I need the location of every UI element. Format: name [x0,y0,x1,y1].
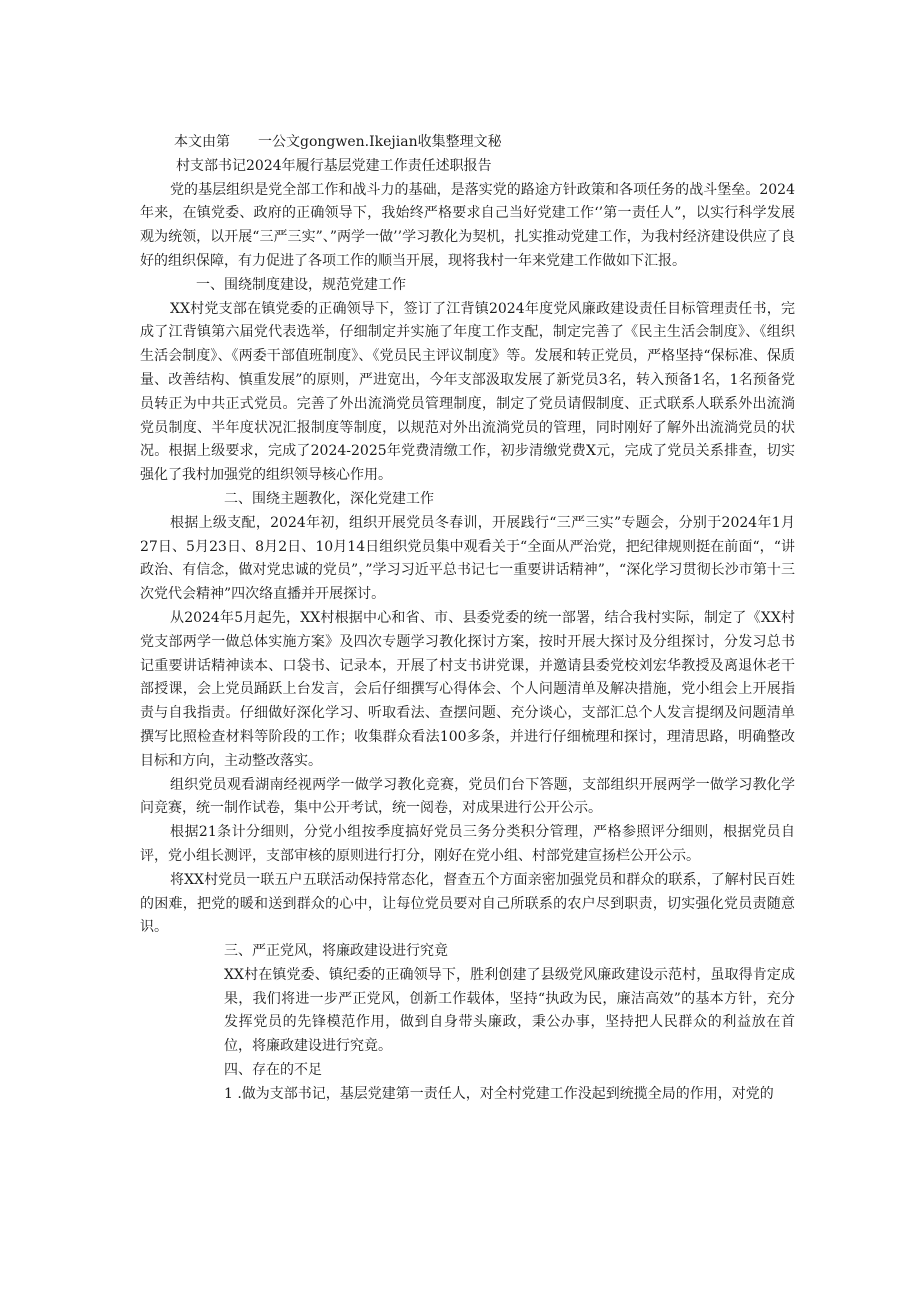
intro-paragraph: 党的基层组织是党全部工作和战斗力的基础，是落实党的路途方针政策和各项任务的战斗堡垒。2024年来，在镇党委、政府的正确领导下，我始终严格要求自己当好党建工作‘’第一责任人”，以实行科学发展观为统领，以开展“三严三实”、”两学一做’’学习教化为契机，扎实推动党建工作，为我村经济建设供应了良好的组织保障，有力促进了各项工作的顺当开展，现将我村一年来党建工作做如下汇报。 [140,181,795,269]
section-2-paragraph-3: 组织党员观看湖南经视两学一做学习教化竞赛，党员们台下答题，支部组织开展两学一做学习教化学问竞赛，统一制作试卷，集中公开考试，统一阅卷，对成果进行公开公示。 [140,776,795,817]
document-body [140,131,795,1107]
section-3-paragraph: XX村在镇党委、镇纪委的正确领导下，胜利创建了县级党风廉政建设示范村，虽取得肯定成果，我们将进一步严正党风，创新工作载体，坚持“执政为民，廉洁高效”的基本方针，充分发挥党员的先锋模范作用，做到自身带头廉政，秉公办事，坚持把人民群众的利益放在首位，将廉政建设进行究竟。 [224,966,795,1055]
section-1-paragraph: XX村党支部在镇党委的正确领导下，签订了江背镇2024年度党风廉政建设责任目标管理责任书，完成了江背镇第六届党代表选举，仔细制定并实施了年度工作支配，制定完善了《民主生活会制度》、《组织生活会制度》、《两委干部值班制度》、《党员民主评议制度》等。发展和转正党员，严格坚持“保标准、保质量、改善结构、慎重发展”的原则，严进宽出，今年支部汲取发展了新党员3名，转入预备1名，1名预备党员转正为中共正式党员。完善了外出流淌党员管理制度，制定了党员请假制度、正式联系人联系外出流淌党员制度、半年度状况汇报制度等制度，以规范对外出流淌党员的管理，同时刚好了解外出流淌党员的状况。根据上级要求，完成了2024-2025年党费清缴工作，初步清缴党费X元，完成了党员关系排查，切实强化了我村加强党的组织领导核心作用。 [140,300,795,484]
section-3-heading: 三、严正党风，将廉政建设进行究竟 [224,943,448,960]
section-2-paragraph-2: 从2024年5月起先，XX村根据中心和省、市、县委党委的统一部署，结合我村实际，制定了《XX村党支部两学一做总体实施方案》及四次专题学习教化探讨方案，按时开展大探讨及分组探讨，分发习总书记重要讲话精神读本、口袋书、记录本，开展了村支书讲党课，并邀请县委党校刘宏华教授及离退休老干部授课，会上党员踊跃上台发言，会后仔细撰写心得体会、个人问题清单及解决措施，党小组会上开展指责与自我指责。仔细做好深化学习、听取看法、查摆问题、充分谈心，支部汇总个人发言提纲及问题清单撰写比照检查材料等阶段的工作；收集群众看法100多条，并进行仔细梳理和探讨，理清思路，明确整改目标和方向，主动整改落实。 [140,609,795,769]
section-1-heading: 一、围绕制度建设，规范党建工作 [196,276,406,293]
section-2-heading: 二、围绕主题教化，深化党建工作 [224,490,434,507]
section-4-paragraph: 1 .做为支部书记，基层党建第一责任人，对全村党建工作没起到统揽全局的作用，对党的 [224,1085,774,1102]
section-2-paragraph-1: 根据上级支配，2024年初，组织开展党员冬春训，开展践行“三严三实”专题会，分别于2024年1月27日、5月23日、8月2日、10月14日组织党员集中观看关于“全面从严治党，把纪律规则挺在前面“，“讲政治、有信念，做对党忠诚的党员”，”学习习近平总书记七一重要讲话精神”，“深化学习贯彻长沙市第十三次党代会精神”四次络直播并开展探讨。 [140,514,795,603]
section-2-paragraph-4: 根据21条计分细则，分党小组按季度搞好党员三务分类积分管理，严格参照评分细则，根据党员自评，党小组长测评，支部审核的原则进行打分，刚好在党小组、村部党建宣扬栏公开公示。 [140,824,795,864]
section-2-paragraph-5: 将XX村党员一联五户五联活动保持常态化，督查五个方面亲密加强党员和群众的联系，了解村民百姓的困难，把党的暖和送到群众的心中，让每位党员要对自己所联系的农户尽到职责，切实强化党员责随意识。 [140,871,795,936]
document-title: 村支部书记2024年履行基层党建工作责任述职报告 [176,157,492,174]
section-4-heading: 四、存在的不足 [224,1062,322,1079]
source-line: 本文由第 一公文gongwen.Ikejian收集整理文秘 [174,134,502,150]
